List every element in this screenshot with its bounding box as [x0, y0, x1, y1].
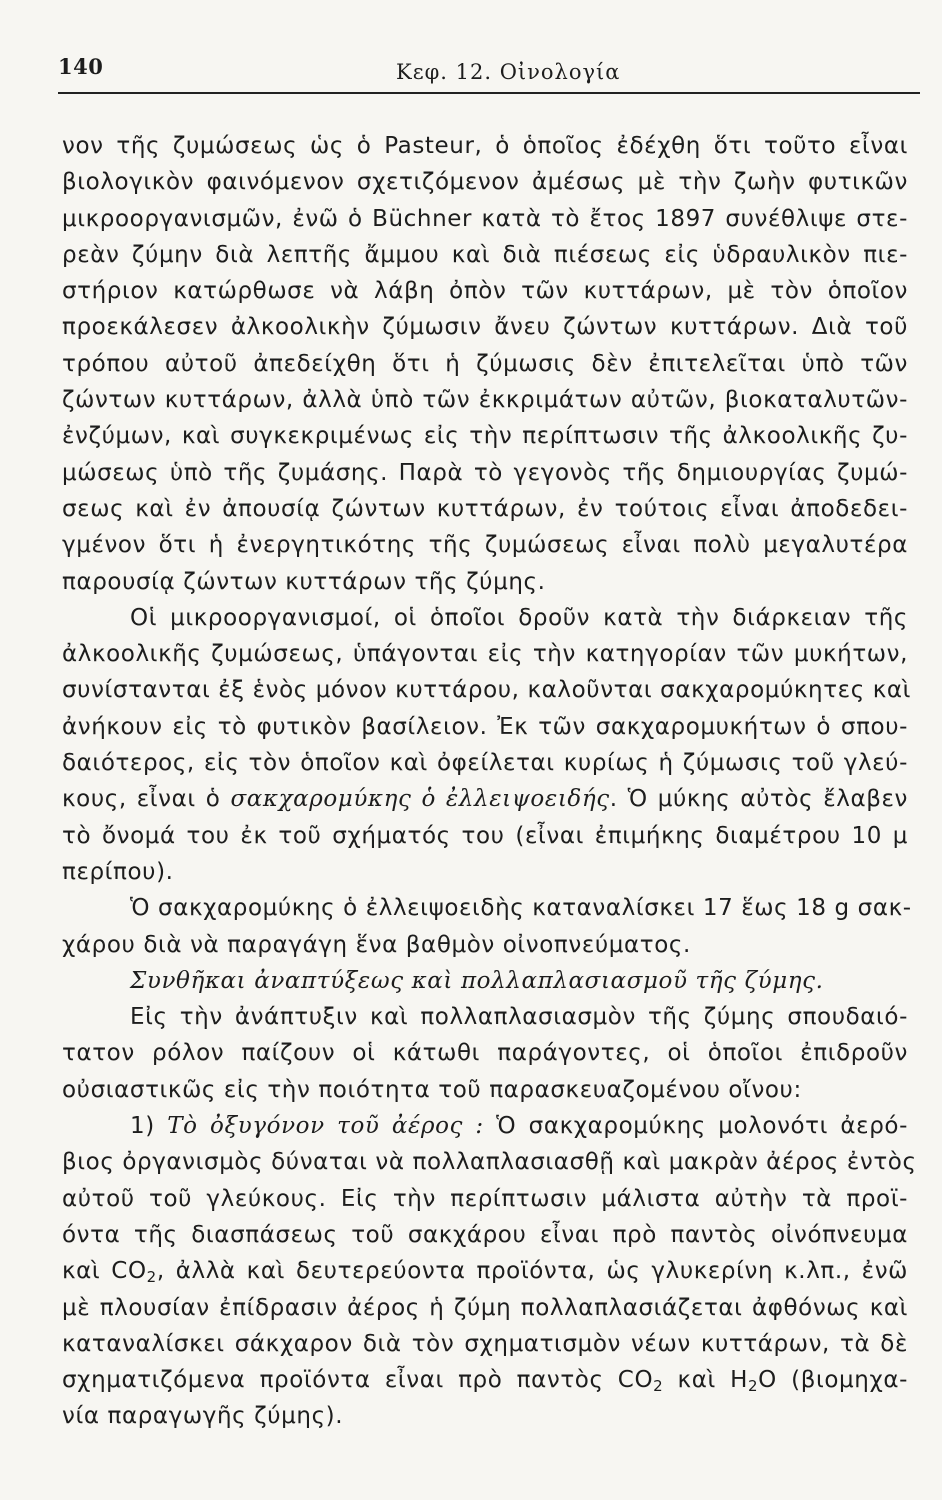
text-line: ἀλκοολικῆς ζυμώσεως, ὑπάγονται εἰς τὴν κατηγορίαν τῶν μυκήτων,: [62, 641, 908, 668]
text-line: προεκάλεσεν ἀλκοολικὴν ζύμωσιν ἄνευ ζώντων κυττάρων. Διὰ τοῦ: [62, 314, 908, 341]
species-name: σακχαρομύκης ὁ ἐλλειψοειδής: [230, 786, 610, 813]
text-line: βιολογικὸν φαινόμενον σχετιζόμενον ἀμέσως μὲ τὴν ζωὴν φυτικῶν: [62, 169, 908, 196]
text-fragment: κους, εἶναι ὁ: [62, 786, 221, 813]
paragraph-5: [62, 1108, 917, 1435]
list-number: 1): [130, 1113, 155, 1140]
paragraph-3: [62, 890, 912, 963]
page-body: [62, 128, 917, 1435]
text-line: οὐσιαστικῶς εἰς τὴν ποιότητα τοῦ παρασκευαζομένου οἴνου:: [62, 1076, 802, 1103]
text-line: συνίστανται ἐξ ἑνὸς μόνον κυττάρου, καλοῦνται σακχαρομύκητες καὶ: [62, 677, 912, 704]
text-line: νον τῆς ζυμώσεως ὡς ὁ Pasteur, ὁ ὁποῖος ἐδέχθη ὅτι τοῦτο εἶναι: [62, 133, 908, 159]
text-line: [62, 1362, 908, 1398]
paragraph-1: [62, 128, 908, 600]
text-line: νία παραγωγῆς ζύμης).: [62, 1403, 344, 1430]
text-line: Εἰς τὴν ἀνάπτυξιν καὶ πολλαπλασιασμὸν τῆς ζύμης σπουδαιό-: [130, 1004, 908, 1031]
text-line: δαιότερος, εἰς τὸν ὁποῖον καὶ ὀφείλεται κυρίως ἡ ζύμωσις τοῦ γλεύ-: [62, 750, 908, 777]
subscript: 2: [653, 1377, 664, 1396]
text-line: τρόπου αὐτοῦ ἀπεδείχθη ὅτι ἡ ζύμωσις δὲν ἐπιτελεῖται ὑπὸ τῶν: [62, 350, 908, 377]
header-rule: [58, 92, 920, 94]
text-line: μώσεως ὑπὸ τῆς ζυμάσης. Παρὰ τὸ γεγονὸς τῆς δημιουργίας ζυμώ-: [62, 459, 908, 486]
subscript: 2: [146, 1268, 157, 1287]
text-fragment: , ἀλλὰ καὶ δευτερεύοντα προϊόντα, ὡς γλυκερίνη κ.λπ., ἐνῶ: [156, 1258, 909, 1285]
text-fragment: σχηματιζόμενα προϊόντα εἶναι πρὸ παντὸς CO: [62, 1367, 654, 1394]
text-fragment: . Ὁ μύκης αὐτὸς ἔλαβεν: [609, 786, 909, 813]
text-line: ἐνζύμων, καὶ συγκεκριμένως εἰς τὴν περίπτωσιν τῆς ἀλκοολικῆς ζυ-: [62, 423, 908, 450]
text-line: σεως καὶ ἐν ἀπουσίᾳ ζώντων κυττάρων, ἐν τούτοις εἶναι ἀποδεδει-: [62, 495, 908, 522]
text-fragment: Ὁ σακχαρομύκης μολονότι ἀερό-: [496, 1113, 908, 1140]
text-line: γμένον ὅτι ἡ ἐνεργητικότης τῆς ζυμώσεως εἶναι πολὺ μεγαλυτέρα: [62, 532, 908, 559]
text-line: καταναλίσκει σάκχαρον διὰ τὸν σχηματισμὸν νέων κυττάρων, τὰ δὲ: [62, 1330, 908, 1357]
list-item-title: Τὸ ὀξυγόνον τοῦ ἀέρος :: [167, 1113, 484, 1140]
text-line: τὸ ὄνομά του ἐκ τοῦ σχήματός του (εἶναι ἐπιμήκης διαμέτρου 10 μ: [62, 822, 908, 849]
page-header: [58, 50, 920, 96]
text-line: ζώντων κυττάρων, ἀλλὰ ὑπὸ τῶν ἐκκριμάτων αὐτῶν, βιοκαταλυτῶν-: [62, 387, 908, 414]
text-line: ρεὰν ζύμην διὰ λεπτῆς ἄμμου καὶ διὰ πιέσεως εἰς ὑδραυλικὸν πιε-: [62, 241, 908, 268]
text-line: όντα τῆς διασπάσεως τοῦ σακχάρου εἶναι πρὸ παντὸς οἰνόπνευμα: [62, 1221, 908, 1248]
text-line: [62, 1253, 908, 1289]
text-line: μικροοργανισμῶν, ἐνῶ ὁ Büchner κατὰ τὸ ἔτος 1897 συνέθλιψε στε-: [62, 205, 908, 232]
paragraph-2: [62, 600, 912, 890]
text-line: παρουσίᾳ ζώντων κυττάρων τῆς ζύμης.: [62, 568, 546, 595]
text-line: στήριον κατώρθωσε νὰ λάβη ὀπὸν τῶν κυττάρων, μὲ τὸν ὁποῖον: [62, 278, 908, 305]
text-line: Οἱ μικροοργανισμοί, οἱ ὁποῖοι δροῦν κατὰ τὴν διάρκειαν τῆς: [130, 604, 908, 631]
text-line: τατον ρόλον παίζουν οἱ κάτωθι παράγοντες, οἱ ὁποῖοι ἐπιδροῦν: [62, 1040, 908, 1067]
paragraph-4: [62, 999, 908, 1108]
subscript: 2: [748, 1377, 759, 1396]
running-head: Κεφ. 12. Οἰνολογία: [396, 60, 621, 84]
text-line: [62, 1108, 908, 1144]
text-line: Ὁ σακχαρομύκης ὁ ἐλλειψοειδὴς καταναλίσκει 17 ἕως 18 g σακ-: [130, 895, 912, 922]
text-line: μὲ πλουσίαν ἐπίδρασιν ἀέρος ἡ ζύμη πολλαπλασιάζεται ἀφθόνως καὶ: [62, 1294, 908, 1321]
text-fragment: καὶ H: [663, 1367, 749, 1394]
text-line: αὐτοῦ τοῦ γλεύκους. Εἰς τὴν περίπτωσιν μάλιστα αὐτὴν τὰ προϊ-: [62, 1185, 908, 1212]
section-heading: Συνθῆκαι ἀναπτύξεως καὶ πολλαπλασιασμοῦ τῆς ζύμης.: [130, 967, 824, 994]
text-line: [62, 781, 908, 817]
page-number: 140: [58, 54, 104, 79]
text-line: χάρου διὰ νὰ παραγάγη ἕνα βαθμὸν οἰνοπνεύματος.: [62, 931, 691, 958]
text-fragment: O (βιομηχα-: [758, 1367, 908, 1394]
text-line: ἀνήκουν εἰς τὸ φυτικὸν βασίλειον. Ἐκ τῶν σακχαρομυκήτων ὁ σπου-: [62, 713, 908, 740]
text-line: βιος ὀργανισμὸς δύναται νὰ πολλαπλασιασθῇ καὶ μακρὰν ἀέρος ἐντὸς: [62, 1149, 917, 1176]
text-line: περίπου).: [62, 858, 174, 885]
text-fragment: καὶ CO: [62, 1258, 147, 1285]
